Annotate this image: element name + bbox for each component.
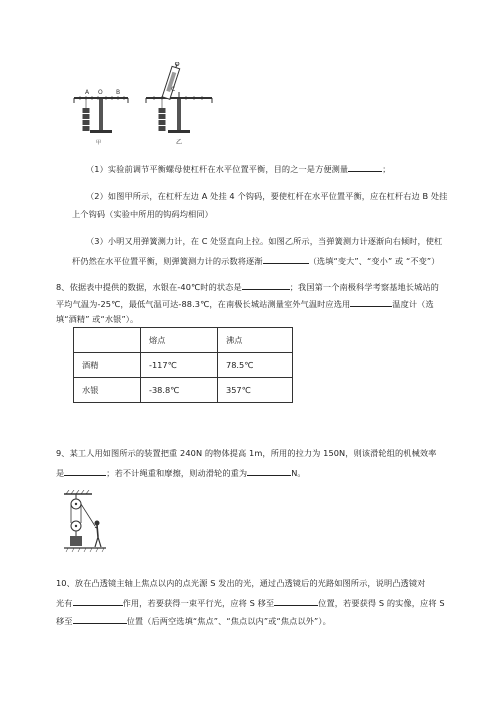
table-cell: 水银 — [74, 378, 141, 403]
q9-line2: 是 ；若不计绳重和摩擦，则动滑轮的重为 N。 — [56, 468, 306, 478]
pulley-figure — [62, 490, 112, 556]
q10-line1: 10、放在凸透镜主轴上焦点以内的点光源 S 发出的光，通过凸透镜后的光路如图所示，说明凸透镜对 — [56, 578, 426, 588]
q7-part3-line2: 杆仍然在水平位置平衡，则弹簧测力计的示数将逐渐 （选填“变大”、“变小” 或 “不变”） — [72, 256, 440, 266]
lever-yi — [146, 62, 212, 146]
table-row — [74, 378, 293, 403]
q8-blank1[interactable] — [242, 280, 290, 290]
table-cell: -38.8℃ — [141, 378, 218, 403]
table-cell: 78.5℃ — [218, 353, 293, 378]
q10-line2: 光有 作用，若要获得一束平行光，应将 S 移至 位置，若要获得 S 的实像，应将 S — [56, 598, 445, 608]
q7-part3-line1: （3）小明又用弹簧测力计，在 C 处竖直向上拉。如图乙所示，当弹簧测力计逐渐向右倾时，使杠 — [86, 236, 443, 246]
q7-part2-line2: 上个钩码（实验中所用的钩码均相同） — [72, 209, 213, 219]
q9-blank1[interactable] — [64, 466, 106, 476]
q10-line3: 移至 位置（后两空选填“焦点”、“焦点以内”或“焦点以外”）。 — [56, 616, 331, 626]
label-jia: 甲 — [96, 140, 102, 146]
label-b: B — [116, 89, 121, 96]
q7-part2-line1: （2）如图甲所示，在杠杆左边 A 处挂 4 个钩码，要使杠杆在水平位置平衡，应在杠杆右边 B 处挂 — [86, 191, 448, 201]
lever-figure — [70, 62, 220, 150]
q8-blank2[interactable] — [350, 297, 392, 307]
table-cell: 357℃ — [218, 378, 293, 403]
q8-line3: 填“酒精” 或“水银”）。 — [56, 314, 139, 324]
table-row — [74, 353, 293, 378]
table-cell: -117℃ — [141, 353, 218, 378]
q9-line1: 9、某工人用如图所示的装置把重 240N 的物体提高 1m，所用的拉力为 150N，则该滑轮组的机械效率 — [56, 448, 437, 458]
table-header-cell: 沸点 — [218, 328, 293, 353]
lever-jia — [74, 89, 128, 146]
label-o: O — [98, 89, 103, 96]
label-c: C — [171, 86, 176, 93]
q8-line1: 8、依据表中提供的数据，水银在-40℃时的状态是 ；我国第一个南极科学考察基地长城站的 — [56, 282, 439, 292]
q8-line2: 平均气温为-25℃，最低气温可达-88.3℃，在南极长城站测量室外气温时应选用 温度计（选 — [56, 299, 434, 309]
q9-blank2[interactable] — [247, 466, 291, 476]
label-a: A — [85, 89, 90, 96]
q10-blank3[interactable] — [73, 614, 127, 624]
q10-blank2[interactable] — [274, 596, 318, 606]
melting-boiling-table — [73, 327, 293, 403]
table-cell: 酒精 — [74, 353, 141, 378]
table-header-cell: 熔点 — [141, 328, 218, 353]
label-yi: 乙 — [176, 139, 183, 146]
q7-part1: （1）实验前调节平衡螺母使杠杆在水平位置平衡，目的之一是方便测量 ； — [86, 164, 391, 174]
q7-blank1[interactable] — [348, 162, 382, 172]
table-header-row — [74, 328, 293, 353]
q7-blank3[interactable] — [263, 254, 309, 264]
q10-blank1[interactable] — [73, 596, 123, 606]
table-header-cell — [74, 328, 141, 353]
